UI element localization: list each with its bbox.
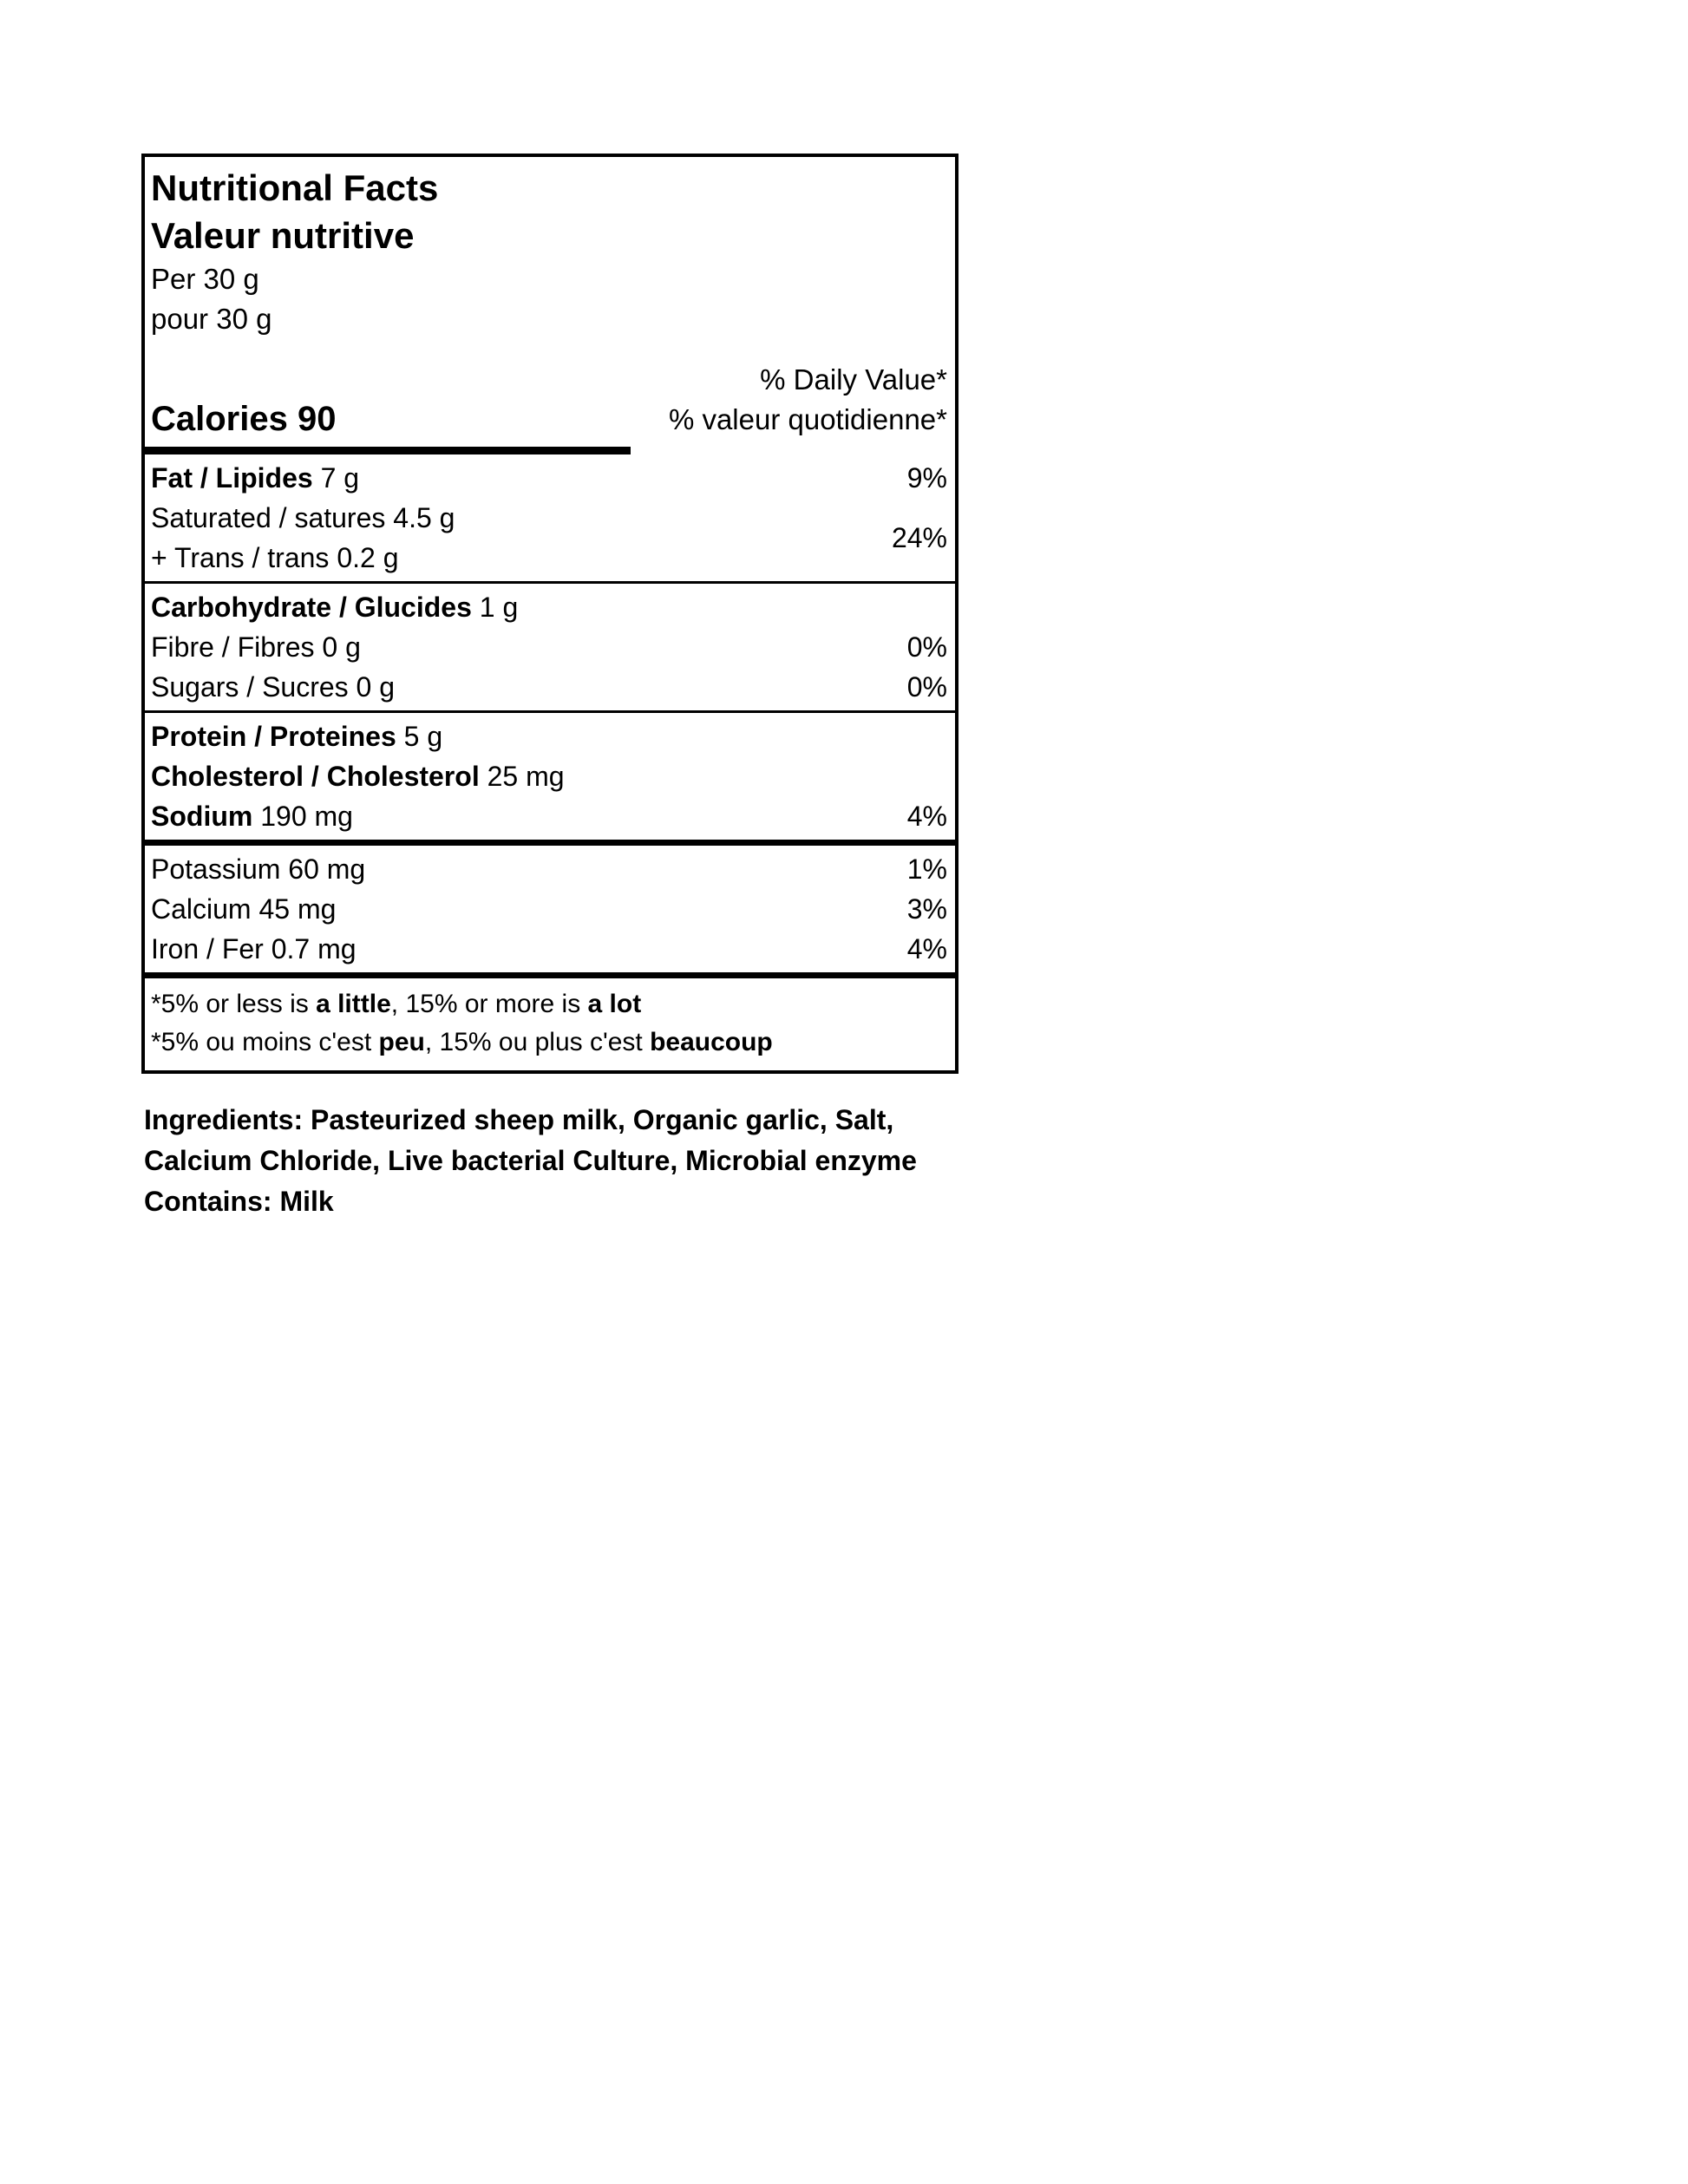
title-fr: Valeur nutritive	[151, 215, 415, 256]
cholesterol-label	[151, 756, 565, 796]
sodium-row	[151, 796, 947, 836]
footnote-en-text-1: *5% or less is	[151, 990, 317, 1018]
fat-label-amount: 7 g	[312, 462, 360, 494]
footnote-fr-text-2: , 15% ou plus c'est	[424, 1028, 651, 1056]
sugars-row	[151, 667, 947, 707]
calories-value: Calories 90	[151, 400, 337, 438]
potassium-label: Potassium 60 mg	[151, 853, 366, 885]
cholesterol-label-bold: Cholesterol / Cholesterol	[151, 761, 480, 792]
iron-row	[151, 929, 947, 969]
fat-label-bold: Fat / Lipides	[151, 462, 313, 494]
iron-label: Iron / Fer 0.7 mg	[151, 933, 357, 964]
footnote-fr-text-1: *5% ou moins c'est	[151, 1028, 379, 1056]
saturated-trans-labels	[151, 498, 455, 578]
carbohydrate-row	[151, 587, 947, 627]
footnote-fr-bold-1: peu	[378, 1028, 425, 1056]
sugars-percent: 0%	[906, 671, 947, 703]
protein-row	[151, 716, 947, 756]
saturated-trans-group	[151, 498, 947, 578]
saturated-trans-percent: 24%	[891, 521, 947, 553]
sodium-percent: 4%	[906, 801, 947, 832]
daily-value-header	[669, 360, 955, 440]
fibre-percent: 0%	[906, 631, 947, 663]
daily-value-en: % Daily Value*	[760, 363, 947, 396]
protein-section	[145, 710, 955, 840]
daily-value-fr: % valeur quotidienne*	[668, 403, 947, 435]
protein-label-bold: Protein / Proteines	[151, 721, 396, 752]
carbohydrate-section	[145, 581, 955, 710]
potassium-percent: 1%	[906, 853, 947, 885]
cholesterol-row	[151, 756, 947, 796]
serving-size-en: Per 30 g	[151, 263, 259, 295]
protein-label	[151, 716, 442, 756]
footnote-en-text-2: , 15% or more is	[390, 990, 588, 1018]
ingredients-block	[144, 1100, 994, 1222]
sodium-label-bold: Sodium	[151, 801, 253, 832]
carbohydrate-label	[151, 587, 518, 627]
ingredients-line-2: Calcium Chloride, Live bacterial Culture, Microbial enzyme	[144, 1145, 917, 1176]
footnote-en	[151, 985, 947, 1023]
serving-size-fr: pour 30 g	[151, 303, 272, 335]
sugars-label: Sugars / Sucres 0 g	[151, 671, 396, 703]
trans-label: + Trans / trans 0.2 g	[151, 542, 399, 573]
calories-daily-value-row	[145, 360, 955, 440]
fat-row	[151, 458, 947, 498]
carbohydrate-label-bold: Carbohydrate / Glucides	[151, 592, 472, 623]
protein-label-amount: 5 g	[396, 721, 443, 752]
footnote-en-bold-1: a little	[316, 990, 391, 1018]
fibre-label: Fibre / Fibres 0 g	[151, 631, 361, 663]
calories-underline-bar	[145, 447, 631, 454]
fibre-row	[151, 627, 947, 667]
iron-percent: 4%	[906, 933, 947, 964]
saturated-label: Saturated / satures 4.5 g	[151, 502, 455, 533]
calcium-percent: 3%	[906, 893, 947, 925]
nutrition-facts-table	[141, 154, 958, 1074]
fat-section	[145, 454, 955, 581]
sodium-label-amount: 190 mg	[252, 801, 353, 832]
sodium-label	[151, 796, 353, 836]
ingredients-line-3: Contains: Milk	[144, 1186, 334, 1217]
minerals-section	[145, 840, 955, 972]
calcium-row	[151, 889, 947, 929]
calcium-label: Calcium 45 mg	[151, 893, 337, 925]
nutrition-header	[145, 157, 955, 454]
footnote-fr	[151, 1023, 947, 1062]
footnote-section	[145, 972, 955, 1070]
footnote-en-bold-2: a lot	[587, 990, 642, 1018]
cholesterol-label-amount: 25 mg	[479, 761, 565, 792]
title-en: Nutritional Facts	[151, 167, 439, 208]
carbohydrate-label-amount: 1 g	[471, 592, 519, 623]
potassium-row	[151, 849, 947, 889]
footnote-fr-bold-2: beaucoup	[650, 1028, 773, 1056]
fat-percent: 9%	[906, 462, 947, 494]
ingredients-line-1: Ingredients: Pasteurized sheep milk, Organic garlic, Salt,	[144, 1104, 894, 1135]
fat-label	[151, 458, 359, 498]
